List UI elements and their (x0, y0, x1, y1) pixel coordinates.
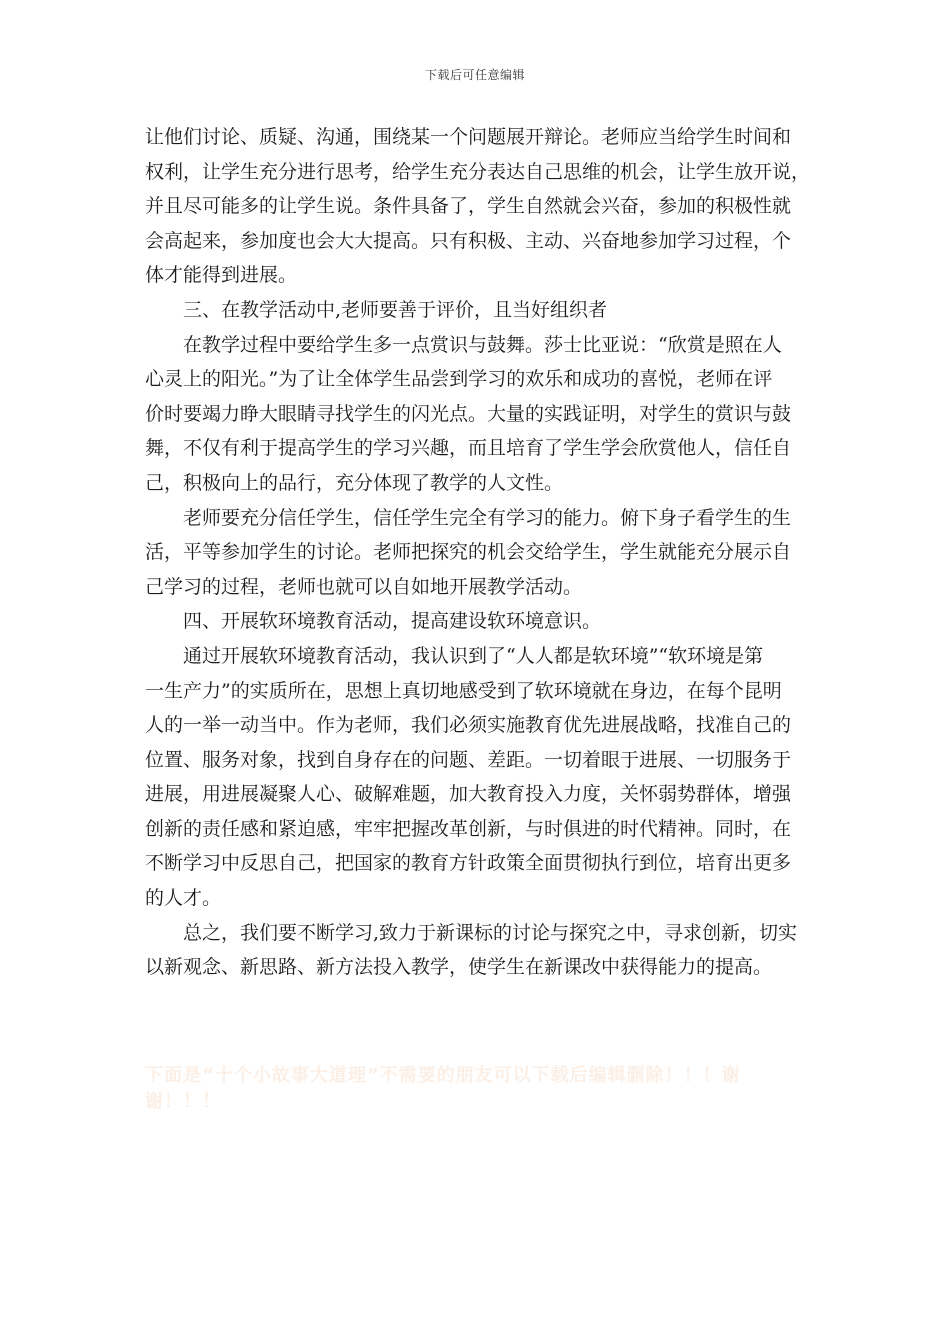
text-line: 老师要充分信任学生，信任学生完全有学习的能力。俯下身子看学生的生 (183, 506, 792, 529)
text-line: 进展，用进展凝聚人心、破解难题，加大教育投入力度，关怀弱势群体，增强 (145, 783, 792, 806)
text-line: 创新的责任感和紧迫感，牢牢把握改革创新，与时俱进的时代精神。同时，在 (145, 817, 792, 840)
text-line: 价时要竭力睁大眼睛寻找学生的闪光点。大量的实践证明，对学生的赏识与鼓 (145, 402, 792, 425)
text-line: 通过开展软环境教育活动，我认识到了“人人都是软环境”“软环境是第 (183, 644, 764, 667)
text-line: 会高起来，参加度也会大大提高。只有积极、主动、兴奋地参加学习过程，个 (145, 229, 792, 252)
text-line: 四、开展软环境教育活动，提高建设软环境意识。 (183, 610, 602, 633)
text-line: 三、在教学活动中,老师要善于评价，且当好组织者 (183, 298, 608, 321)
text-line: 总之，我们要不断学习,致力于新课标的讨论与探究之中，寻求创新，切实 (183, 921, 798, 944)
appendix-line: 谢！！！ (145, 1091, 221, 1112)
text-line: 不断学习中反思自己，把国家的教育方针政策全面贯彻执行到位，培育出更多 (145, 852, 792, 875)
body-text (145, 120, 810, 985)
page-header: 下载后可任意编辑 (424, 68, 525, 82)
text-line: 舞，不仅有利于提高学生的学习兴趣，而且培育了学生学会欣赏他人，信任自 (145, 437, 792, 460)
text-line: 体才能得到进展。 (145, 264, 298, 287)
text-line: 让他们讨论、质疑、沟通，围绕某一个问题展开辩论。老师应当给学生时间和 (145, 126, 792, 148)
text-line: 以新观念、新思路、新方法投入教学，使学生在新课改中获得能力的提高。 (145, 956, 773, 979)
text-line: 的人才。 (145, 887, 222, 910)
text-line: 心灵上的阳光。”为了让全体学生品尝到学习的欢乐和成功的喜悦，老师在评 (145, 368, 773, 391)
text-line: 一生产力”的实质所在，思想上真切地感受到了软环境就在身边，在每个昆明 (145, 679, 782, 702)
appendix-line: 下面是“十个小故事大道理”不需要的朋友可以下载后编辑删除！！！谢 (145, 1065, 741, 1086)
text-line: 权利，让学生充分进行思考，给学生充分表达自己思维的机会，让学生放开说， (145, 160, 811, 183)
text-line: 在教学过程中要给学生多一点赏识与鼓舞。莎士比亚说：“欣赏是照在人 (183, 333, 782, 356)
text-line: 位置、服务对象，找到自身存在的问题、差距。一切着眼于进展、一切服务于 (145, 748, 792, 771)
text-line: 己，积极向上的品行，充分体现了教学的人文性。 (145, 471, 564, 494)
text-line: 活，平等参加学生的讨论。老师把探究的机会交给学生，学生就能充分展示自 (145, 541, 792, 564)
text-line: 己学习的过程，老师也就可以自如地开展教学活动。 (145, 575, 583, 598)
text-line: 人的一举一动当中。作为老师，我们必须实施教育优先进展战略，找准自己的 (145, 714, 792, 737)
appendix-note (145, 1063, 815, 1115)
text-line: 并且尽可能多的让学生说。条件具备了，学生自然就会兴奋，参加的积极性就 (145, 195, 792, 218)
